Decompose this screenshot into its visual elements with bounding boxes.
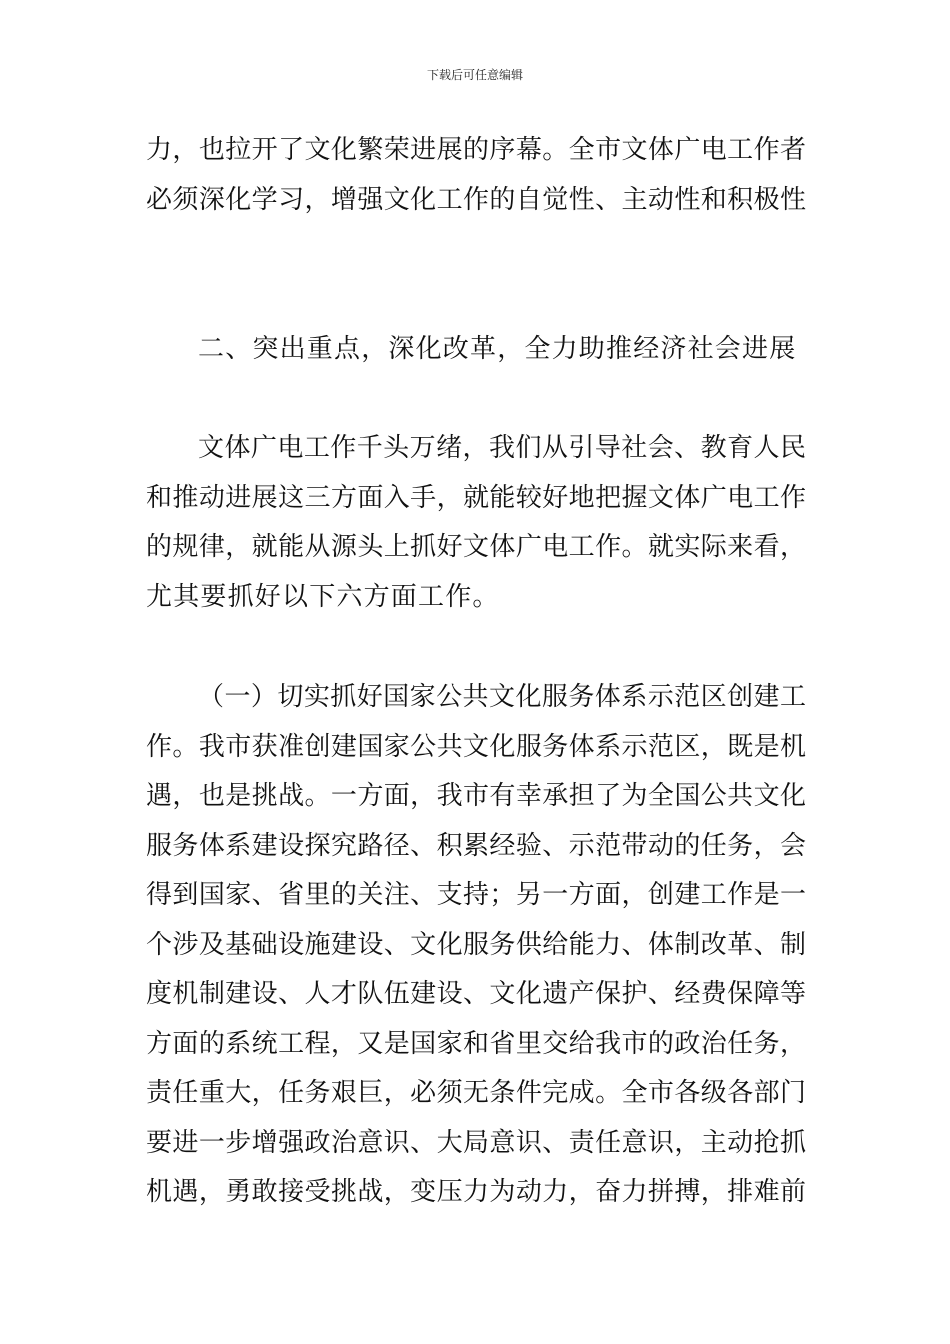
paragraph-line: 作。我市获准创建国家公共文化服务体系示范区，既是机: [146, 731, 806, 762]
paragraph-line: 要进一步增强政治意识、大局意识、责任意识，主动抢抓: [146, 1127, 806, 1158]
paragraph-line: 和推动进展这三方面入手，就能较好地把握文体广电工作: [146, 482, 806, 513]
paragraph-line: 文体广电工作千头万绪，我们从引导社会、教育人民: [198, 433, 806, 463]
paragraph-line: 度机制建设、人才队伍建设、文化遗产保护、经费保障等: [146, 979, 806, 1009]
paragraph-item-one: [146, 673, 806, 1218]
section-heading-text: 二、突出重点，深化改革，全力助推经济社会进展: [198, 334, 797, 364]
paragraph-line: 服务体系建设探究路径、积累经验、示范带动的任务，会: [146, 830, 806, 861]
paragraph-line: 尤其要抓好以下六方面工作。: [146, 581, 500, 612]
paragraph-line: 方面的系统工程，又是国家和省里交给我市的政治任务，: [146, 1028, 806, 1059]
paragraph-line: 遇，也是挑战。一方面，我市有幸承担了为全国公共文化: [146, 781, 806, 811]
paragraph-continuation: [146, 126, 806, 225]
paragraph-line: （一）切实抓好国家公共文化服务体系示范区创建工: [198, 682, 806, 712]
paragraph-line: 的规律，就能从源头上抓好文体广电工作。就实际来看，: [146, 532, 806, 562]
paragraph-line: 必须深化学习，增强文化工作的自觉性、主动性和积极性: [146, 184, 806, 215]
paragraph-line: 责任重大，任务艰巨，必须无条件完成。全市各级各部门: [146, 1078, 806, 1108]
header-note: 下载后可任意编辑: [426, 68, 523, 82]
paragraph-line: 力，也拉开了文化繁荣进展的序幕。全市文体广电工作者: [146, 135, 806, 165]
paragraph-intro: [146, 424, 806, 622]
paragraph-line: 得到国家、省里的关注、支持；另一方面，创建工作是一: [146, 880, 806, 910]
section-heading: [146, 325, 806, 375]
paragraph-line: 机遇，勇敢接受挑战，变压力为动力，奋力拼搏，排难前: [146, 1177, 806, 1207]
paragraph-line: 个涉及基础设施建设、文化服务供给能力、体制改革、制: [146, 929, 806, 960]
